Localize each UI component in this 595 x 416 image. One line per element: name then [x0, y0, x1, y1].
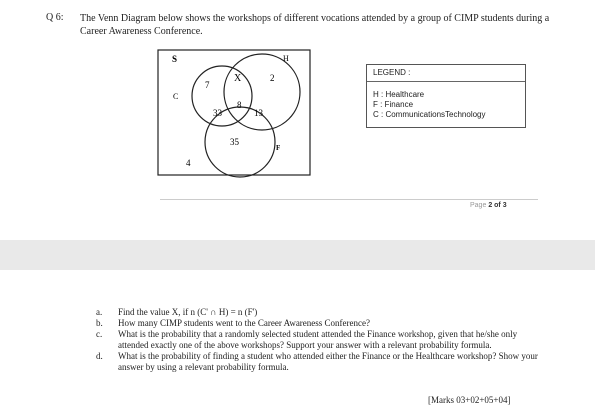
- question-parts: [96, 307, 546, 373]
- legend-item-finance: F : Finance: [373, 100, 414, 109]
- page-gap: [0, 240, 595, 270]
- part-label: c.: [96, 329, 103, 339]
- page-num: 2 of 3: [488, 202, 507, 209]
- footer-divider: [160, 199, 538, 200]
- label-s: S: [172, 54, 178, 64]
- region-c-and-f: 33: [213, 108, 222, 118]
- region-outside: 4: [186, 158, 191, 168]
- legend-item-communications: C : CommunicationsTechnology: [373, 110, 486, 119]
- part-c: [96, 329, 546, 351]
- page-word: Page: [470, 202, 487, 209]
- region-h-and-f: 13: [254, 108, 263, 118]
- region-c-only: 7: [205, 80, 210, 90]
- part-label: d.: [96, 351, 103, 361]
- region-all-three: 8: [237, 100, 242, 110]
- part-text: What is the probability that a randomly selected student attended the Finance workshop, given that he/she only attended exactly one of the above workshops? Support your answer with a relevant probability formula.: [118, 329, 518, 350]
- part-text: How many CIMP students went to the Career Awareness Conference?: [118, 318, 371, 328]
- part-label: b.: [96, 318, 103, 328]
- part-a: [96, 307, 546, 318]
- marks-allocation: [Marks 03+02+05+04]: [428, 395, 511, 405]
- question-number: Q 6:: [46, 12, 64, 23]
- label-h: H: [283, 54, 289, 63]
- question-text: The Venn Diagram below shows the workshops of different vocations attended by a group of CIMP students during a Career Awareness Conference.: [80, 13, 550, 37]
- part-text: What is the probability of finding a student who attended either the Finance or the Healthcare workshop? Show your answer by using a relevant probability formula.: [118, 351, 538, 372]
- region-f-only: 35: [230, 137, 239, 147]
- part-text: Find the value X, if n (C' ∩ H) = n (F'): [118, 307, 258, 317]
- legend-divider: [367, 81, 525, 82]
- page-number: [470, 202, 507, 209]
- part-d: [96, 351, 546, 373]
- circle-h: [224, 54, 300, 130]
- circle-c: [192, 66, 252, 126]
- label-c: C: [173, 92, 179, 101]
- part-label: a.: [96, 307, 103, 317]
- part-b: [96, 318, 546, 329]
- label-f: F: [276, 144, 281, 152]
- region-h-only: 2: [270, 73, 275, 83]
- legend-box: [366, 64, 526, 128]
- legend-item-healthcare: H : Healthcare: [373, 90, 425, 99]
- region-c-and-h: X: [234, 73, 242, 84]
- legend-title: LEGEND :: [373, 68, 411, 77]
